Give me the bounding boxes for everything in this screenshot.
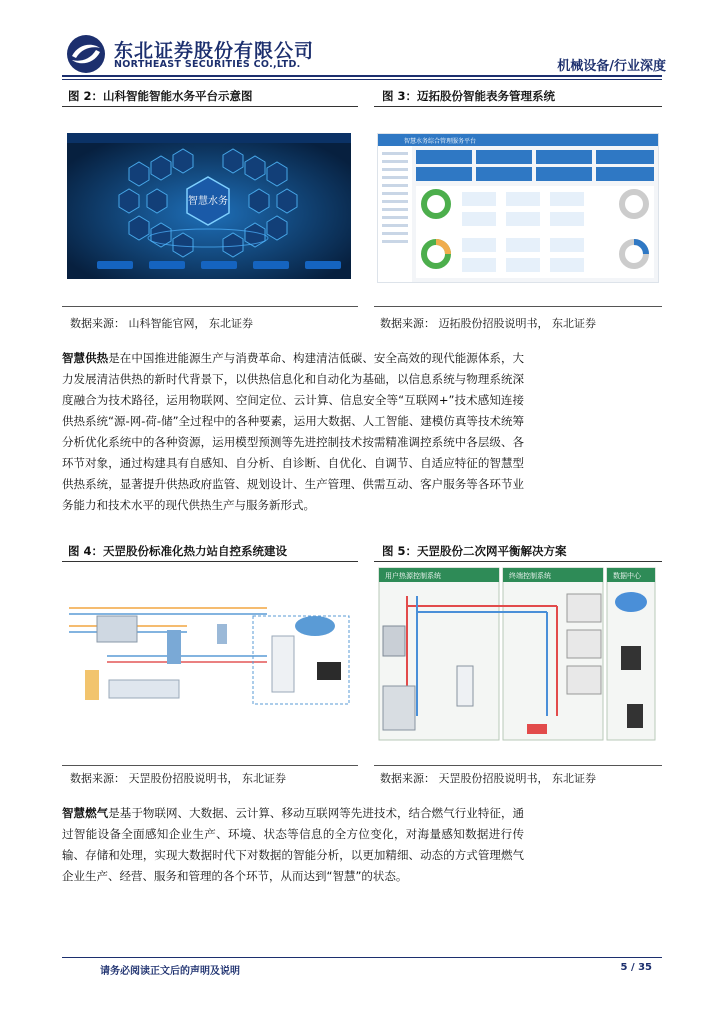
figure-5-title: 图 5：天罡股份二次网平衡解决方案 bbox=[382, 544, 567, 558]
figure-2-title: 图 2：山科智能智能水务平台示意图 bbox=[68, 89, 253, 103]
figure-2-source: 数据来源： 山科智能官网， 东北证券 bbox=[70, 317, 253, 330]
figure-5-panel-3-label: 数据中心 bbox=[613, 572, 641, 580]
figure-5-image bbox=[377, 566, 657, 742]
figure-3-source-rule bbox=[374, 306, 662, 307]
smart-gas-lead: 智慧燃气 bbox=[62, 806, 109, 820]
figure-4-title: 图 4：天罡股份标准化热力站自控系统建设 bbox=[68, 544, 288, 558]
company-name-en: NORTHEAST SECURITIES CO.,LTD. bbox=[114, 59, 301, 70]
figure-5-panel-2-label: 终端控制系统 bbox=[509, 572, 551, 580]
figure-4-source: 数据来源： 天罡股份招股说明书， 东北证券 bbox=[70, 772, 286, 785]
figure-2-center-label: 智慧水务 bbox=[188, 196, 228, 207]
figure-3-title: 图 3：迈拓股份智能表务管理系统 bbox=[382, 89, 556, 103]
figure-5-source: 数据来源： 天罡股份招股说明书， 东北证券 bbox=[380, 772, 596, 785]
figure-2-image bbox=[67, 133, 351, 279]
figure-3-app-title: 智慧水务综合管理服务平台 bbox=[404, 138, 477, 145]
smart-heating-lead: 智慧供热 bbox=[62, 351, 109, 365]
figure-5-panel-1-label: 用户热源控制系统 bbox=[385, 572, 441, 580]
header-divider-thin bbox=[62, 79, 662, 80]
footer-divider bbox=[62, 957, 662, 958]
smart-gas-body: 是基于物联网、大数据、云计算、移动互联网等先进技术，结合燃气行业特征，通过智能设备全面感知企业生产、环境、状态等信息的全方位变化，对海量感知数据进行传输、存储和处理，实现大数据时代下对数据的智能分析，以更加精细、动态的方式管理燃气企业生产、经营、服务和管理的各个环节，从而达到“智慧”的状态。 bbox=[62, 806, 525, 883]
footer-disclaimer: 请务必阅读正文后的声明及说明 bbox=[100, 966, 240, 977]
smart-heating-body: 是在中国推进能源生产与消费革命、构建清洁低碳、安全高效的现代能源体系，大力发展清洁供热的新时代背景下，以供热信息化和自动化为基础，以信息系统与物理系统深度融合为技术路径，运用物联网、空间定位、云计算、信息安全等“互联网+”技术感知连接供热系统“源-网-荷-储”全过程中的各种要素，运用大数据、人工智能、建模仿真等技术统筹分析优化系统中的各种资源，运用模型预测等先进控制技术按需精准调控系统中各层级、各环节对象，通过构建具有自感知、自分析、自诊断、自优化、自调节、自适应特征的智慧型供热系统，显著提升供热政府监管、规划设计、生产管理、供需互动、客户服务等各环节业务能力和技术水平的现代供热生产与服务新形式。 bbox=[62, 351, 525, 512]
figure-5-source-rule bbox=[374, 765, 662, 766]
figure-4-image bbox=[67, 596, 351, 706]
figure-2-source-rule bbox=[62, 306, 358, 307]
northeast-securities-logo-icon bbox=[66, 34, 106, 74]
smart-heating-paragraph bbox=[62, 348, 524, 516]
header-divider bbox=[62, 75, 662, 77]
figure-3-image bbox=[377, 133, 659, 283]
figure-3-title-rule bbox=[374, 106, 662, 107]
page-number: 5 / 35 bbox=[620, 962, 652, 973]
figure-2-title-rule bbox=[62, 106, 358, 107]
company-name-cn: 东北证券股份有限公司 bbox=[114, 40, 315, 62]
figure-3-source: 数据来源： 迈拓股份招股说明书， 东北证券 bbox=[380, 317, 596, 330]
report-category: 机械设备/行业深度 bbox=[557, 59, 666, 74]
figure-4-title-rule bbox=[62, 561, 358, 562]
figure-5-title-rule bbox=[374, 561, 662, 562]
figure-4-source-rule bbox=[62, 765, 358, 766]
smart-gas-paragraph bbox=[62, 803, 524, 887]
